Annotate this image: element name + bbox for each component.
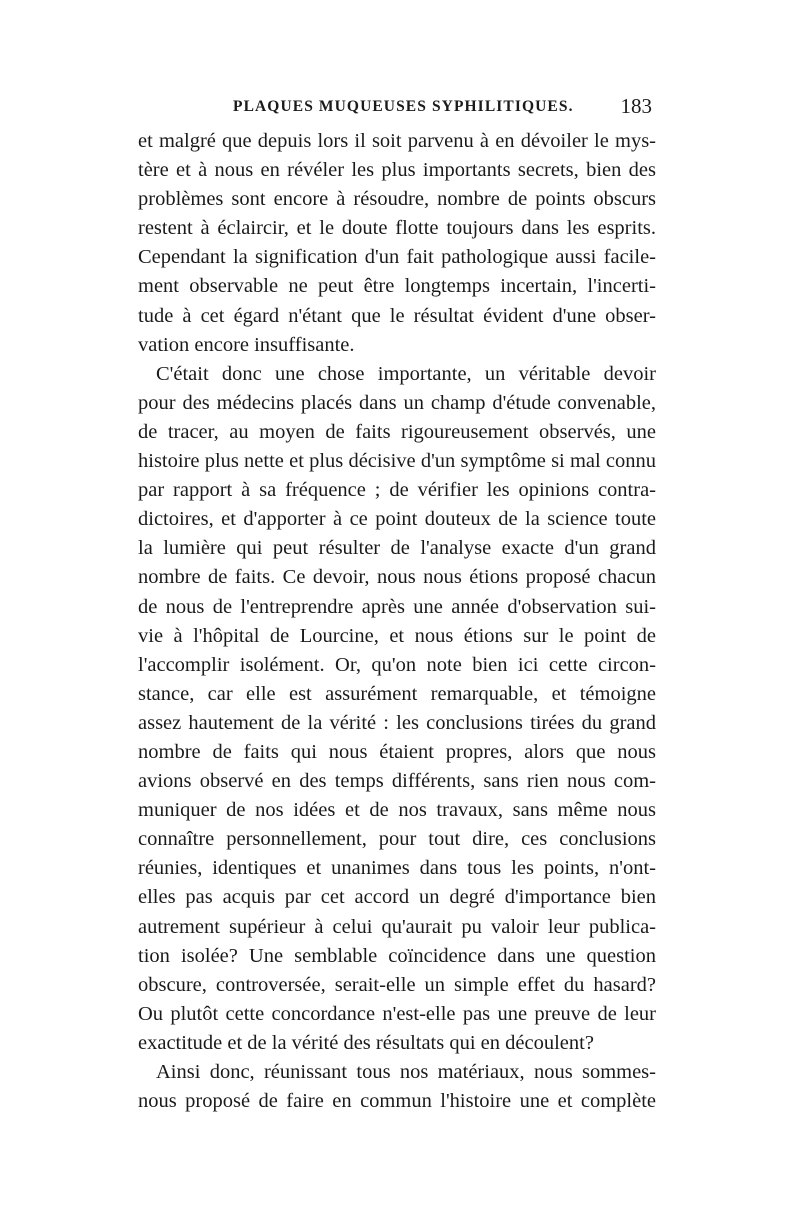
text-line: tère et à nous en révéler les plus importants secrets, bien des xyxy=(138,159,656,182)
text-line: ment observable ne peut être longtemps incertain, l'incerti- xyxy=(138,275,656,298)
text-line: histoire plus nette et plus décisive d'un symptôme si mal connu xyxy=(138,450,656,473)
text-line: nombre de faits qui nous étaient propres, alors que nous xyxy=(138,740,656,763)
running-head xyxy=(138,94,656,124)
text-line: restent à éclaircir, et le doute flotte toujours dans les esprits. xyxy=(138,217,656,240)
text-line: problèmes sont encore à résoudre, nombre de points obscurs xyxy=(138,188,656,211)
text-line: Cependant la signification d'un fait pathologique aussi facile- xyxy=(138,246,656,269)
text-line: dictoires, et d'apporter à ce point douteux de la science toute xyxy=(138,508,656,531)
text-line: vie à l'hôpital de Lourcine, et nous étions sur le point de xyxy=(138,624,656,647)
text-line: avions observé en des temps différents, sans rien nous com- xyxy=(138,770,656,793)
text-line: Ainsi donc, réunissant tous nos matériaux, nous sommes- xyxy=(156,1061,656,1083)
running-title: PLAQUES MUQUEUSES SYPHILITIQUES. xyxy=(233,98,574,115)
text-line: nombre de faits. Ce devoir, nous nous étions proposé chacun xyxy=(138,566,656,589)
text-line: connaître personnellement, pour tout dire, ces conclusions xyxy=(138,828,656,851)
text-line: la lumière qui peut résulter de l'analyse exacte d'un grand xyxy=(138,537,656,560)
text-line: muniquer de nos idées et de nos travaux, sans même nous xyxy=(138,799,656,822)
text-line: autrement supérieur à celui qu'aurait pu valoir leur publica- xyxy=(138,915,656,938)
text-line: réunies, identiques et unanimes dans tous les points, n'ont- xyxy=(138,857,656,880)
text-line: l'accomplir isolément. Or, qu'on note bien ici cette circon- xyxy=(138,653,656,676)
body-text xyxy=(138,127,656,1116)
text-line: elles pas acquis par cet accord un degré d'importance bien xyxy=(138,886,656,909)
text-line: C'était donc une chose importante, un véritable devoir xyxy=(156,362,656,385)
text-line: stance, car elle est assurément remarquable, et témoigne xyxy=(138,682,656,705)
text-line: tion isolée? Une semblable coïncidence dans une question xyxy=(138,944,656,967)
page-number: 183 xyxy=(620,94,652,118)
text-line: pour des médecins placés dans un champ d'étude convenable, xyxy=(138,391,656,414)
text-line: et malgré que depuis lors il soit parvenu à en dévoiler le mys- xyxy=(138,130,656,152)
text-line: par rapport à sa fréquence ; de vérifier les opinions contra- xyxy=(138,479,656,502)
text-line: vation encore insuffisante. xyxy=(138,333,355,356)
text-line: tude à cet égard n'étant que le résultat évident d'une obser- xyxy=(138,304,656,327)
text-line: exactitude et de la vérité des résultats qui en découlent? xyxy=(138,1031,594,1054)
text-line: nous proposé de faire en commun l'histoire une et complète xyxy=(138,1090,656,1113)
text-line: Ou plutôt cette concordance n'est-elle pas une preuve de leur xyxy=(138,1002,656,1025)
text-line: assez hautement de la vérité : les conclusions tirées du grand xyxy=(138,711,656,734)
text-line: de nous de l'entreprendre après une année d'observation sui- xyxy=(138,595,656,618)
text-line: de tracer, au moyen de faits rigoureusement observés, une xyxy=(138,420,656,443)
text-line: obscure, controversée, serait-elle un simple effet du hasard? xyxy=(138,973,656,996)
